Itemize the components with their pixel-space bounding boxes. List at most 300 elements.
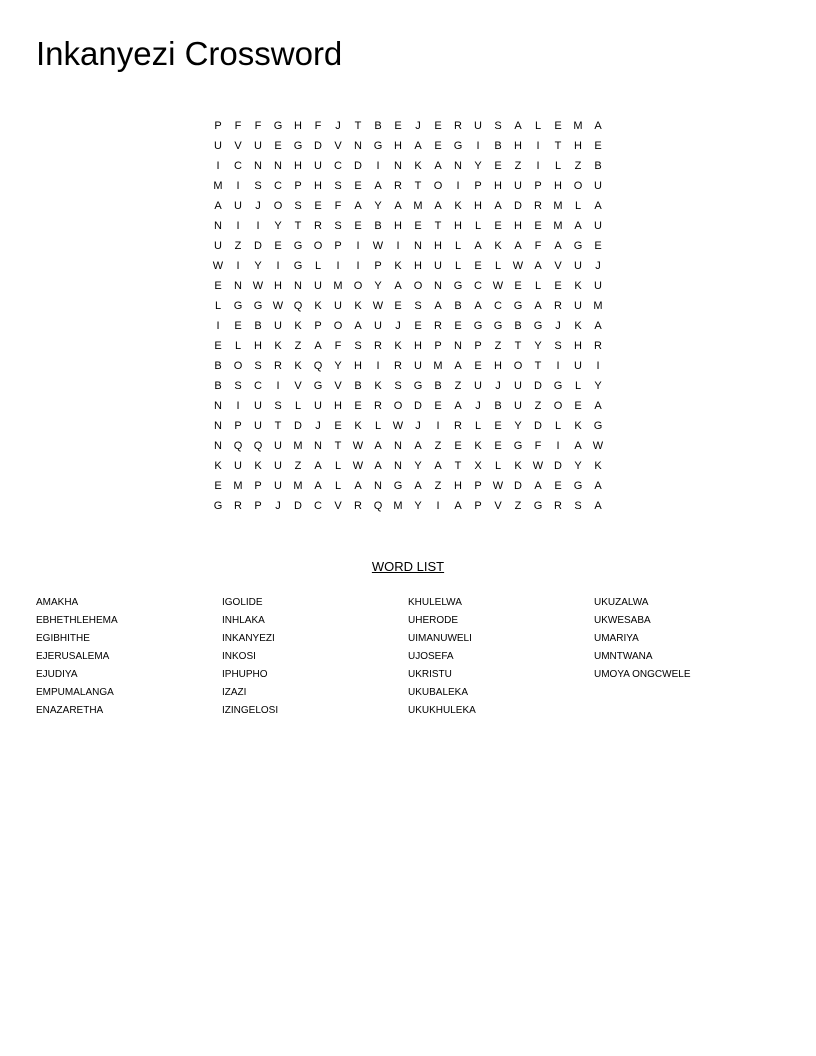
grid-letter: I	[436, 420, 440, 432]
grid-letter: B	[494, 400, 502, 412]
grid-letter: H	[414, 260, 422, 272]
grid-letter: Y	[534, 340, 542, 352]
word-list-item: UHERODE	[408, 615, 459, 626]
grid-letter: C	[494, 300, 502, 312]
word-list-heading-row	[0, 558, 816, 576]
grid-letter: I	[336, 260, 340, 272]
grid-letter: B	[434, 380, 442, 392]
grid-letter: G	[373, 140, 383, 152]
grid-letter: Y	[374, 280, 382, 292]
grid-letter: U	[234, 460, 242, 472]
grid-letter: E	[334, 420, 342, 432]
grid-letter: H	[394, 220, 402, 232]
grid-letter: U	[574, 300, 582, 312]
grid-letter: E	[474, 360, 482, 372]
grid-letter: S	[254, 360, 262, 372]
word-list-item: IGOLIDE	[222, 597, 263, 608]
word-list-item: UMOYA ONGCWELE	[594, 669, 691, 680]
grid-letter: D	[354, 160, 362, 172]
grid-letter: N	[454, 160, 462, 172]
grid-letter: F	[234, 120, 242, 132]
grid-letter: U	[214, 140, 222, 152]
word-list-item: UKRISTU	[408, 669, 452, 680]
grid-letter: S	[334, 180, 342, 192]
grid-letter: H	[494, 180, 502, 192]
grid-letter: A	[374, 440, 382, 452]
grid-letter: L	[314, 260, 322, 272]
grid-letter: I	[356, 260, 360, 272]
word-search-grid	[208, 116, 608, 516]
grid-letter: D	[294, 500, 302, 512]
grid-letter: H	[574, 140, 582, 152]
grid-letter: M	[573, 120, 583, 132]
grid-letter: N	[394, 460, 402, 472]
grid-letter: E	[434, 400, 442, 412]
grid-letter: N	[214, 420, 222, 432]
word-list-item: UJOSEFA	[408, 651, 454, 662]
grid-letter: E	[354, 400, 362, 412]
grid-letter: F	[534, 240, 542, 252]
grid-letter: W	[272, 300, 284, 312]
grid-letter: N	[314, 440, 322, 452]
grid-letter: U	[574, 360, 582, 372]
grid-letter: N	[294, 280, 302, 292]
grid-letter: P	[214, 120, 222, 132]
grid-letter: F	[314, 120, 322, 132]
grid-letter: E	[354, 180, 362, 192]
grid-letter: J	[275, 500, 281, 512]
grid-letter: Z	[514, 500, 522, 512]
grid-letter: K	[354, 300, 362, 312]
grid-letter: L	[534, 120, 542, 132]
grid-letter: E	[434, 140, 442, 152]
word-list-item: EJERUSALEMA	[36, 651, 110, 662]
grid-letter: G	[233, 300, 243, 312]
grid-letter: T	[274, 420, 282, 432]
grid-letter: E	[214, 340, 222, 352]
grid-letter: W	[512, 260, 524, 272]
grid-letter: P	[254, 480, 262, 492]
grid-letter: K	[394, 340, 402, 352]
grid-letter: E	[274, 140, 282, 152]
grid-letter: J	[335, 120, 341, 132]
grid-letter: I	[476, 140, 480, 152]
grid-letter: L	[494, 260, 502, 272]
grid-letter: E	[554, 480, 562, 492]
grid-letter: O	[273, 200, 283, 212]
grid-letter: A	[454, 400, 462, 412]
grid-letter: S	[394, 380, 402, 392]
grid-letter: N	[394, 440, 402, 452]
grid-letter: A	[214, 200, 222, 212]
grid-letter: G	[393, 480, 403, 492]
grid-letter: P	[234, 420, 242, 432]
grid-letter: K	[274, 340, 282, 352]
grid-letter: A	[354, 200, 362, 212]
grid-letter: E	[354, 220, 362, 232]
grid-letter: A	[534, 260, 542, 272]
grid-letter: B	[254, 320, 262, 332]
grid-letter: L	[294, 400, 302, 412]
grid-letter: W	[592, 440, 604, 452]
grid-letter: U	[274, 460, 282, 472]
grid-letter: C	[274, 180, 282, 192]
grid-letter: A	[534, 480, 542, 492]
grid-letter: W	[532, 460, 544, 472]
grid-letter: M	[293, 440, 303, 452]
word-list-item: UMNTWANA	[594, 651, 653, 662]
grid-letter: I	[396, 240, 400, 252]
grid-letter: L	[474, 420, 482, 432]
grid-letter: B	[214, 380, 222, 392]
grid-letter: D	[554, 460, 562, 472]
word-list-column	[594, 594, 780, 720]
grid-letter: G	[453, 280, 463, 292]
grid-letter: A	[594, 200, 602, 212]
grid-letter: E	[474, 260, 482, 272]
grid-letter: A	[594, 320, 602, 332]
word-list-item: EGIBHITHE	[36, 633, 90, 644]
grid-letter: E	[214, 280, 222, 292]
grid-letter: Z	[434, 480, 442, 492]
grid-letter: L	[494, 460, 502, 472]
grid-letter: U	[274, 320, 282, 332]
grid-letter: Y	[574, 460, 582, 472]
grid-letter: N	[234, 280, 242, 292]
grid-letter: A	[534, 300, 542, 312]
word-list-item: UKUKHULEKA	[408, 705, 476, 716]
word-list-item: UIMANUWELI	[408, 633, 472, 644]
grid-letter: O	[313, 240, 323, 252]
grid-letter: K	[254, 460, 262, 472]
grid-letter: G	[293, 240, 303, 252]
grid-letter: A	[414, 480, 422, 492]
grid-letter: R	[274, 360, 282, 372]
grid-letter: W	[352, 460, 364, 472]
grid-letter: F	[334, 340, 342, 352]
grid-letter: E	[454, 440, 462, 452]
grid-letter: X	[474, 460, 482, 472]
grid-letter: I	[236, 180, 240, 192]
grid-letter: L	[374, 420, 382, 432]
grid-letter: E	[574, 400, 582, 412]
grid-letter: Q	[253, 440, 263, 452]
grid-letter: U	[334, 300, 342, 312]
word-list-item: KHULELWA	[408, 597, 462, 608]
grid-letter: H	[454, 480, 462, 492]
grid-letter: T	[534, 360, 542, 372]
grid-letter: A	[594, 500, 602, 512]
grid-letter: E	[514, 280, 522, 292]
grid-letter: T	[514, 340, 522, 352]
grid-letter: Y	[274, 220, 282, 232]
grid-letter: A	[434, 460, 442, 472]
grid-letter: T	[334, 440, 342, 452]
grid-letter: G	[573, 480, 583, 492]
grid-letter: S	[574, 500, 582, 512]
grid-letter: J	[475, 400, 481, 412]
grid-letter: R	[314, 220, 322, 232]
grid-letter: R	[374, 340, 382, 352]
grid-letter: B	[374, 120, 382, 132]
grid-letter: Z	[294, 460, 302, 472]
grid-letter: R	[534, 200, 542, 212]
grid-letter: J	[495, 380, 501, 392]
grid-letter: G	[293, 140, 303, 152]
grid-letter: H	[474, 200, 482, 212]
grid-letter: E	[534, 220, 542, 232]
grid-letter: Z	[574, 160, 582, 172]
grid-letter: N	[414, 240, 422, 252]
grid-letter: S	[294, 200, 302, 212]
grid-letter: W	[492, 280, 504, 292]
grid-letter: I	[356, 240, 360, 252]
grid-letter: M	[593, 300, 603, 312]
grid-letter: I	[276, 260, 280, 272]
grid-letter: L	[234, 340, 242, 352]
grid-letter: L	[534, 280, 542, 292]
word-list-item: UKUBALEKA	[408, 687, 469, 698]
grid-letter: N	[354, 140, 362, 152]
grid-letter: J	[415, 120, 421, 132]
grid-letter: H	[254, 340, 262, 352]
grid-letter: C	[254, 380, 262, 392]
grid-letter: Y	[514, 420, 522, 432]
grid-letter: L	[554, 160, 562, 172]
grid-letter: L	[214, 300, 222, 312]
grid-letter: R	[374, 400, 382, 412]
grid-letter: I	[236, 260, 240, 272]
grid-letter: M	[213, 180, 223, 192]
grid-letter: P	[374, 260, 382, 272]
grid-letter: P	[334, 240, 342, 252]
word-list-item: AMAKHA	[36, 597, 79, 608]
grid-letter: K	[574, 320, 582, 332]
grid-letter: P	[434, 340, 442, 352]
grid-letter: I	[256, 220, 260, 232]
grid-letter: H	[414, 340, 422, 352]
grid-letter: Z	[494, 340, 502, 352]
grid-letter: D	[534, 420, 542, 432]
grid-letter: I	[536, 140, 540, 152]
grid-letter: H	[454, 220, 462, 232]
grid-letter: N	[254, 160, 262, 172]
grid-letter: E	[394, 300, 402, 312]
grid-letter: V	[554, 260, 562, 272]
grid-letter: Z	[534, 400, 542, 412]
grid-letter: P	[474, 340, 482, 352]
grid-letter: J	[395, 320, 401, 332]
grid-letter: U	[574, 260, 582, 272]
grid-letter: C	[474, 280, 482, 292]
grid-letter: K	[374, 380, 382, 392]
grid-letter: A	[594, 480, 602, 492]
word-list-column	[222, 594, 408, 720]
grid-letter: P	[534, 180, 542, 192]
grid-letter: Y	[594, 380, 602, 392]
word-list-column	[36, 594, 222, 720]
grid-letter: E	[434, 120, 442, 132]
grid-letter: M	[413, 200, 423, 212]
grid-letter: L	[554, 420, 562, 432]
grid-letter: A	[574, 440, 582, 452]
grid-letter: S	[274, 400, 282, 412]
grid-letter: C	[314, 500, 322, 512]
grid-letter: E	[214, 480, 222, 492]
grid-letter: Y	[414, 500, 422, 512]
grid-letter: I	[236, 220, 240, 232]
word-list-column	[408, 594, 594, 720]
grid-letter: I	[216, 320, 220, 332]
grid-letter: D	[314, 140, 322, 152]
grid-letter: K	[314, 300, 322, 312]
grid-letter: G	[493, 320, 503, 332]
grid-letter: J	[315, 420, 321, 432]
grid-letter: E	[314, 200, 322, 212]
grid-letter: G	[413, 380, 423, 392]
grid-letter: F	[334, 200, 342, 212]
grid-letter: K	[474, 440, 482, 452]
grid-letter: E	[554, 120, 562, 132]
grid-letter: R	[434, 320, 442, 332]
grid-letter: U	[254, 400, 262, 412]
grid-letter: O	[433, 180, 443, 192]
grid-letter: R	[594, 340, 602, 352]
grid-letter: J	[415, 420, 421, 432]
grid-letter: Q	[313, 360, 323, 372]
grid-letter: T	[354, 120, 362, 132]
grid-letter: A	[594, 400, 602, 412]
grid-letter: Z	[454, 380, 462, 392]
grid-letter: Q	[373, 500, 383, 512]
grid-letter: G	[573, 240, 583, 252]
grid-letter: P	[474, 180, 482, 192]
grid-letter: M	[433, 360, 443, 372]
grid-letter: H	[334, 400, 342, 412]
grid-letter: D	[534, 380, 542, 392]
grid-letter: U	[434, 260, 442, 272]
grid-letter: L	[474, 220, 482, 232]
grid-letter: W	[372, 240, 384, 252]
grid-letter: O	[233, 360, 243, 372]
grid-letter: O	[353, 280, 363, 292]
grid-letter: E	[494, 220, 502, 232]
grid-letter: K	[574, 280, 582, 292]
grid-letter: Z	[234, 240, 242, 252]
grid-letter: W	[372, 300, 384, 312]
grid-letter: A	[394, 280, 402, 292]
grid-letter: K	[294, 360, 302, 372]
grid-letter: V	[334, 380, 342, 392]
grid-letter: M	[333, 280, 343, 292]
grid-letter: Y	[374, 200, 382, 212]
grid-letter: R	[554, 500, 562, 512]
word-list-item: IZINGELOSI	[222, 705, 279, 716]
grid-letter: F	[534, 440, 542, 452]
grid-letter: K	[574, 420, 582, 432]
grid-letter: L	[334, 480, 342, 492]
grid-letter: V	[334, 500, 342, 512]
grid-letter: I	[456, 180, 460, 192]
grid-letter: G	[313, 380, 323, 392]
grid-letter: U	[274, 440, 282, 452]
grid-letter: G	[593, 420, 603, 432]
word-list-item: EJUDIYA	[36, 669, 78, 680]
grid-letter: L	[334, 460, 342, 472]
grid-letter: I	[596, 360, 600, 372]
grid-letter: H	[494, 360, 502, 372]
grid-letter: E	[494, 440, 502, 452]
grid-letter: A	[434, 160, 442, 172]
grid-letter: U	[314, 280, 322, 292]
grid-letter: P	[294, 180, 302, 192]
word-list-item: UMARIYA	[594, 633, 639, 644]
grid-letter: S	[234, 380, 242, 392]
grid-letter: V	[234, 140, 242, 152]
grid-letter: K	[354, 420, 362, 432]
grid-letter: L	[454, 260, 462, 272]
grid-letter: G	[513, 300, 523, 312]
word-list-item: UKWESABA	[594, 615, 651, 626]
grid-letter: P	[474, 480, 482, 492]
grid-letter: E	[494, 160, 502, 172]
grid-letter: A	[354, 320, 362, 332]
grid-letter: I	[556, 440, 560, 452]
grid-letter: I	[376, 160, 380, 172]
grid-letter: H	[554, 180, 562, 192]
grid-letter: B	[594, 160, 602, 172]
grid-letter: A	[594, 120, 602, 132]
word-list-item: ENAZARETHA	[36, 705, 104, 716]
word-list-item: INHLAKA	[222, 615, 265, 626]
grid-letter: U	[514, 180, 522, 192]
grid-letter: D	[414, 400, 422, 412]
grid-letter: K	[294, 320, 302, 332]
grid-letter: N	[454, 340, 462, 352]
grid-letter: R	[394, 180, 402, 192]
word-list-heading: WORD LIST	[371, 559, 445, 574]
grid-letter: E	[414, 220, 422, 232]
grid-letter: W	[392, 420, 404, 432]
grid-letter: D	[254, 240, 262, 252]
grid-letter: A	[354, 480, 362, 492]
grid-letter: E	[414, 320, 422, 332]
grid-letter: E	[274, 240, 282, 252]
grid-letter: H	[514, 140, 522, 152]
grid-letter: M	[293, 480, 303, 492]
grid-letter: P	[314, 320, 322, 332]
grid-letter: Z	[294, 340, 302, 352]
grid-letter: S	[254, 180, 262, 192]
grid-letter: P	[254, 500, 262, 512]
grid-letter: A	[434, 200, 442, 212]
grid-letter: I	[436, 500, 440, 512]
grid-letter: A	[414, 140, 422, 152]
grid-letter: A	[454, 360, 462, 372]
grid-letter: L	[574, 200, 582, 212]
grid-letter: K	[594, 460, 602, 472]
grid-letter: O	[513, 360, 523, 372]
grid-letter: H	[434, 240, 442, 252]
grid-letter: G	[213, 500, 223, 512]
grid-letter: Y	[254, 260, 262, 272]
grid-letter: G	[273, 120, 283, 132]
grid-letter: V	[334, 140, 342, 152]
grid-letter: H	[314, 180, 322, 192]
grid-letter: V	[494, 500, 502, 512]
grid-letter: E	[394, 120, 402, 132]
word-list-item: EMPUMALANGA	[36, 687, 114, 698]
